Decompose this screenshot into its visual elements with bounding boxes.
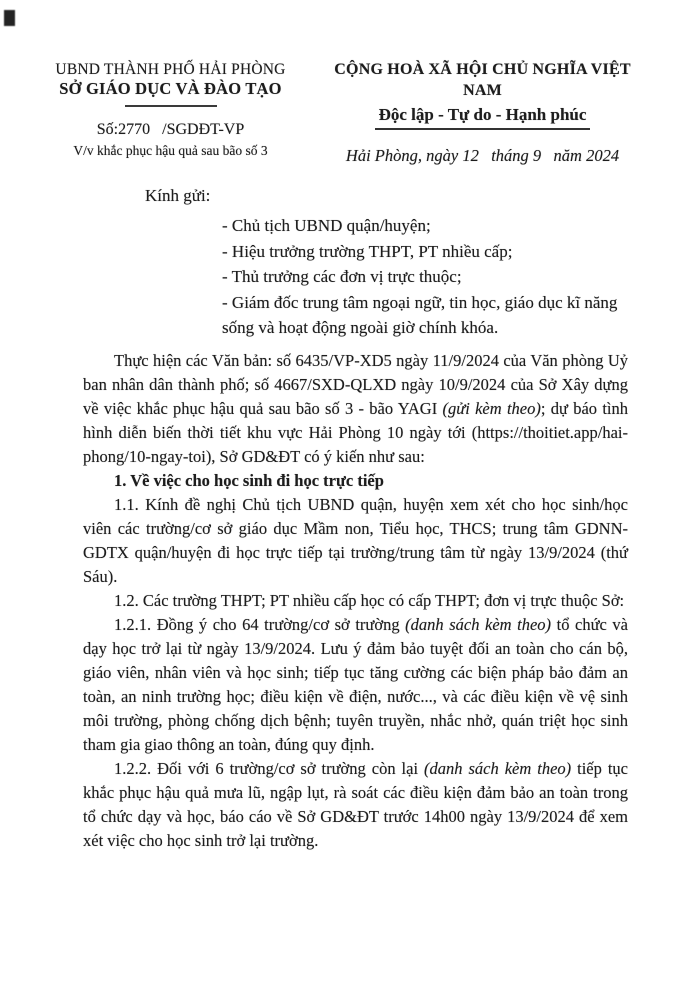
header-issuing-authority (38, 60, 303, 160)
paragraph-1-1: 1.1. Kính đề nghị Chủ tịch UBND quận, huyện xem xét cho học sinh/học viên các trường/cơ sở giáo dục Mầm non, Tiểu học, THCS; trung tâm GDNN-GDTX quận/huyện đi học trực tiếp tại trường/trung tâm từ ngày 13/9/2024 (thứ Sáu). (83, 495, 628, 586)
recipient-item: - Hiệu trưởng trường THPT, PT nhiều cấp; (222, 241, 513, 261)
header-national-block (315, 60, 650, 166)
paragraph-references: Thực hiện các Văn bản: số 6435/VP-XD5 ngày 11/9/2024 của Văn phòng Uỷ ban nhân dân thành phố; số 4667/SXD-QLXD ngày 10/9/2024 của Sở Xây dựng về việc khắc phục hậu quả sau bão số 3 - bão YAGI (gửi kèm theo); dự báo tình hình diễn biến thời tiết khu vực Hải Phòng 10 ngày tới (https://thoitiet.app/hai-phong/10-ngay-toi), Sở GD&ĐT có ý kiến như sau: (83, 351, 629, 466)
recipient-list (222, 213, 626, 341)
paragraph-1-2-1: 1.2.1. Đồng ý cho 64 trường/cơ sở trường (danh sách kèm theo) tổ chức và dạy học trở lại từ ngày 13/9/2024. Lưu ý đảm bảo tuyệt đối an toàn cho cán bộ, giáo viên, nhân viên và học sinh; tiếp tục tăng cường các biện pháp bảo đảm an toàn, an ninh trường học; điều kiện về điện, nước..., và các điều kiện về vệ sinh môi trường, phòng chống dịch bệnh; tuyên truyền, nhắc nhở, quán triệt học sinh tham gia giao thông an toàn, đúng quy định. (83, 615, 629, 754)
national-title: CỘNG HOÀ XÃ HỘI CHỦ NGHĨA VIỆT NAM (334, 61, 631, 99)
org-name: SỞ GIÁO DỤC VÀ ĐÀO TẠO (59, 79, 282, 99)
national-motto: Độc lập - Tự do - Hạnh phúc (375, 104, 591, 130)
recipient-item: - Giám đốc trung tâm ngoại ngữ, tin học, giáo dục kĩ năng sống và hoạt động ngoài giờ chính khóa. (222, 292, 618, 337)
paragraph-1-2-2: 1.2.2. Đối với 6 trường/cơ sở trường còn lại (danh sách kèm theo) tiếp tục khắc phục hậu quả mưa lũ, ngập lụt, rà soát các điều kiện đảm bảo an toàn trong tổ chức dạy và học, báo cáo về Sở GD&ĐT trước 14h00 ngày 13/9/2024 để xem xét việc cho học sinh trở lại trường. (83, 759, 628, 850)
scan-artifact-corner-mark (4, 10, 15, 26)
document-body (83, 349, 628, 853)
org-name-underline (125, 105, 217, 107)
document-subject: V/v khắc phục hậu quả sau bão số 3 (73, 143, 268, 158)
salutation-label: Kính gửi: (145, 186, 211, 205)
place-and-date: Hải Phòng, ngày 12 tháng 9 năm 2024 (345, 145, 620, 165)
recipient-item: - Thủ trưởng các đơn vị trực thuộc; (222, 267, 462, 286)
paragraph-1-2: 1.2. Các trường THPT; PT nhiều cấp học có cấp THPT; đơn vị trực thuộc Sở: (114, 591, 625, 610)
parent-org-name: UBND THÀNH PHỐ HẢI PHÒNG (55, 61, 286, 78)
document-number: Số:2770 /SGDĐT-VP (96, 121, 245, 138)
section-heading-1: 1. Về việc cho học sinh đi học trực tiếp (114, 471, 384, 490)
recipient-item: - Chủ tịch UBND quận/huyện; (222, 216, 431, 235)
